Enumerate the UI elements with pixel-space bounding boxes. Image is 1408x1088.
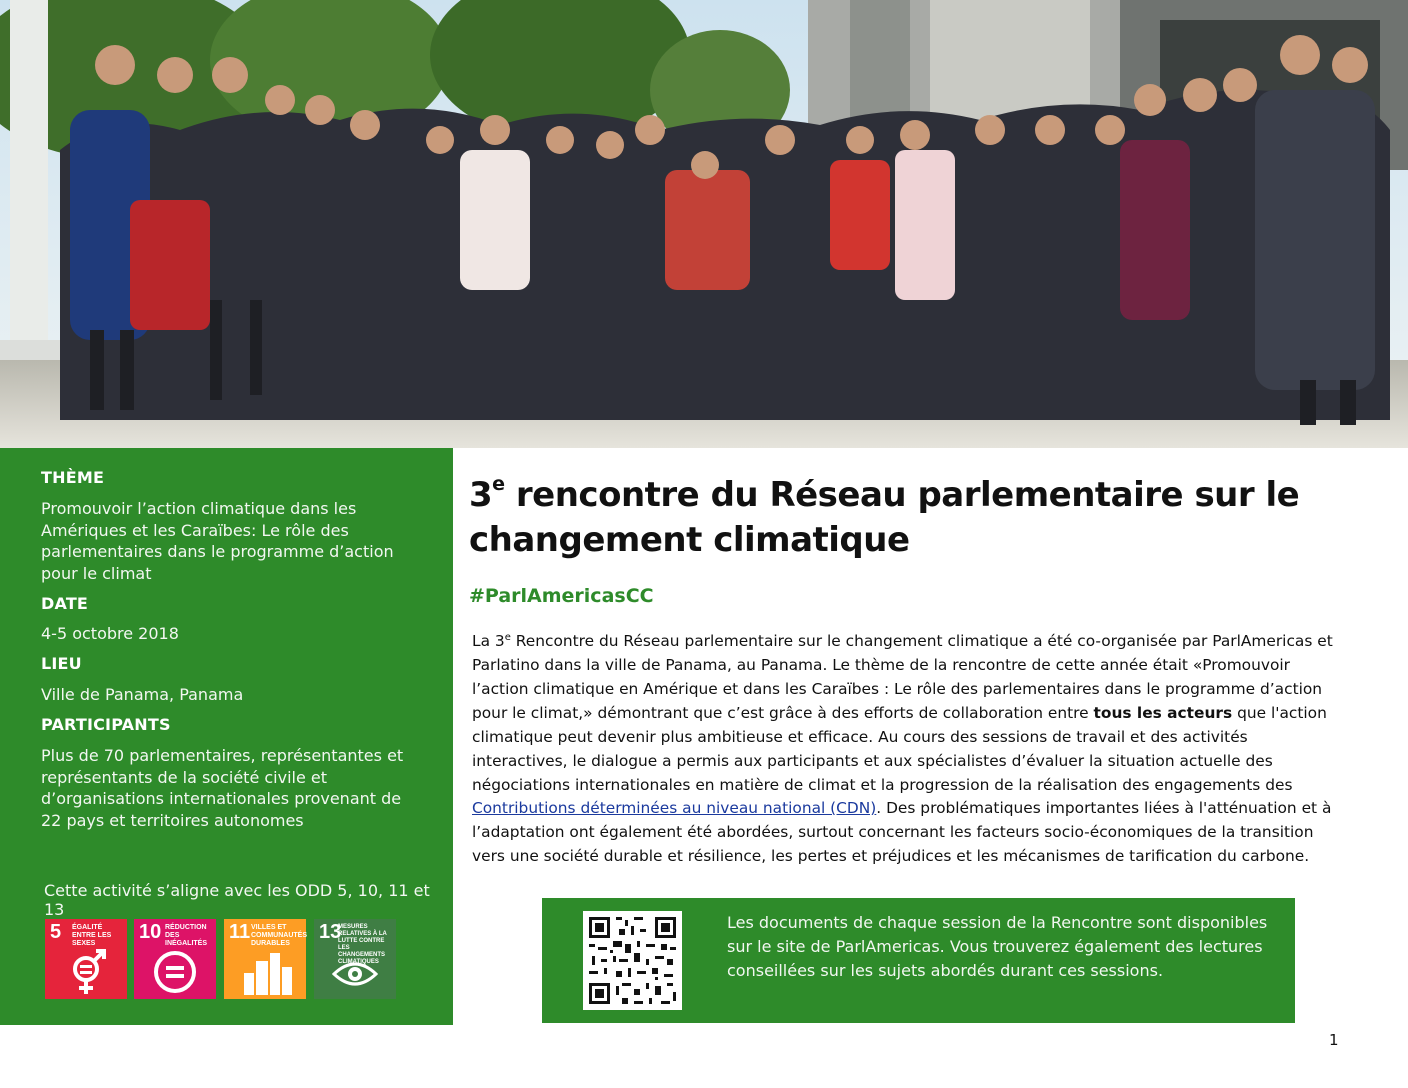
body-superscript: e: [504, 632, 511, 643]
reduced-inequalities-icon: [152, 949, 198, 995]
body-text: . Des problématiques importantes liées à l'atténuation et à l’adaptation ont également été abordées, surtout concernant les facteurs socio-économiques de la transition vers une société durable et résilience, les pertes et préjudices et les mécanismes de tarification du carbone.: [472, 799, 1332, 866]
sdg-number: 11: [229, 921, 251, 943]
sdg-title: MESURES RELATIVES À LA LUTTE CONTRE LES CHANGEMENTS CLIMATIQUES: [338, 924, 387, 965]
title-superscript: e: [492, 473, 505, 495]
climate-action-icon: [332, 959, 378, 989]
sdg-10-tile[interactable]: [134, 919, 216, 999]
event-info-panel: [0, 448, 453, 1025]
qr-code-icon: [583, 911, 682, 1010]
group-photo: [0, 0, 1408, 448]
sdg-title: ÉGALITÉ ENTRE LES SEXES: [72, 924, 112, 947]
documents-text: Les documents de chaque session de la Rencontre sont disponibles sur le site de ParlAmericas. Vous trouverez également des lectures conseillées sur les sujets abordés durant ces sessions.: [727, 913, 1268, 980]
participants-label: PARTICIPANTS: [41, 715, 171, 734]
page-number: 1: [1329, 1031, 1339, 1049]
gender-equality-icon: [63, 949, 109, 995]
summary-paragraph: [472, 626, 1347, 869]
sdg-number: 10: [139, 921, 162, 943]
title-text: rencontre du Réseau parlementaire sur le changement climatique: [469, 475, 1300, 560]
date-value: 4-5 octobre 2018: [41, 624, 179, 643]
date-label: DATE: [41, 594, 89, 613]
body-text: La 3: [472, 632, 505, 651]
place-label: LIEU: [41, 654, 82, 673]
sdg-title: VILLES ET COMMUNAUTÉS DURABLES: [251, 924, 307, 947]
sdg-13-tile[interactable]: [314, 919, 396, 999]
title-number: 3: [469, 475, 493, 515]
theme-label: THÈME: [41, 468, 105, 487]
sdg-5-tile[interactable]: [45, 919, 127, 999]
page-title: [469, 462, 1369, 563]
sdg-title: RÉDUCTION DES INÉGALITÉS: [165, 924, 208, 947]
place-value: Ville de Panama, Panama: [41, 685, 244, 704]
group-photo-illustration: [0, 0, 1408, 448]
body-text: Rencontre du Réseau parlementaire sur le changement climatique a été co-organisée par ParlAmericas et Parlatino dans la ville de Panama, au Panama. Le thème de la rencontre de cette année était «Promouvoir l’action climatique en Amérique et dans les Caraïbes : Le rôle des parlementaires dans le programme d’action pour le climat,» démontrant que c’est grâce à des efforts de collaboration entre: [472, 632, 1333, 722]
cdn-link[interactable]: Contributions déterminées au niveau national (CDN): [472, 799, 877, 818]
sustainable-cities-icon: [242, 949, 292, 995]
qr-code[interactable]: [583, 911, 682, 1010]
sdg-number: 13: [319, 921, 342, 943]
body-text: que l'action climatique peut devenir plus ambitieuse et efficace. Au cours des sessions de travail et des activités interactives, le dialogue a permis aux participants et aux spécialistes d’évaluer la situation actuelle des négociations internationales en matière de climat et la progression de la réalisation des engagements des: [472, 703, 1327, 794]
body-bold-text: tous les acteurs: [1093, 703, 1233, 722]
documents-box: [542, 898, 1295, 1023]
sdg-alignment-text: Cette activité s’aligne avec les ODD 5, 10, 11 et 13: [44, 881, 430, 919]
sdg-11-tile[interactable]: [224, 919, 306, 999]
participants-value: Plus de 70 parlementaires, représentantes et représentants de la société civile et d’organisations internationales provenant de 22 pays et territoires autonomes: [41, 746, 404, 830]
theme-value: Promouvoir l’action climatique dans les Amériques et les Caraïbes: Le rôle des parlementaires dans le programme d’action pour le climat: [41, 499, 394, 583]
hashtag[interactable]: #ParlAmericasCC: [469, 585, 654, 607]
sdg-number: 5: [50, 921, 62, 943]
